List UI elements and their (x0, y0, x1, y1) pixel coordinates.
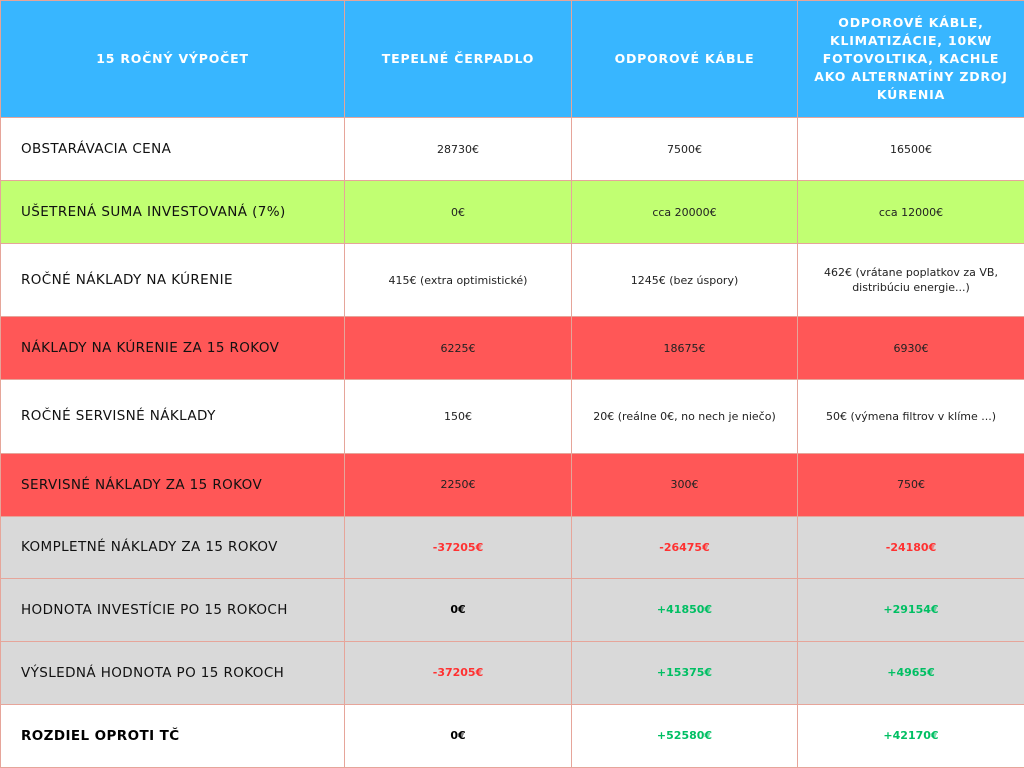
cell-resistive-cables: +15375€ (572, 641, 798, 704)
row-label: ROČNÉ NÁKLADY NA KÚRENIE (1, 244, 345, 317)
cell-heat-pump: -37205€ (345, 641, 572, 704)
table-row (1, 118, 1024, 181)
row-label: NÁKLADY NA KÚRENIE ZA 15 ROKOV (1, 317, 345, 380)
table-row (1, 244, 1024, 317)
row-label: ROČNÉ SERVISNÉ NÁKLADY (1, 380, 345, 453)
header-row (1, 1, 1024, 118)
header-heat-pump: TEPELNÉ ČERPADLO (345, 1, 572, 118)
table-row (1, 317, 1024, 380)
cell-combined-option: +4965€ (798, 641, 1024, 704)
cell-resistive-cables: 300€ (572, 453, 798, 516)
cell-combined-option: 750€ (798, 453, 1024, 516)
row-label: SERVISNÉ NÁKLADY ZA 15 ROKOV (1, 453, 345, 516)
header-resistive-cables: ODPOROVÉ KÁBLE (572, 1, 798, 118)
row-label: HODNOTA INVESTÍCIE PO 15 ROKOCH (1, 578, 345, 641)
table-row (1, 578, 1024, 641)
table-row (1, 516, 1024, 578)
cell-combined-option: 50€ (výmena filtrov v klíme ...) (798, 380, 1024, 453)
cell-resistive-cables: +41850€ (572, 578, 798, 641)
cell-heat-pump: 2250€ (345, 453, 572, 516)
header-calc: 15 ROČNÝ VÝPOČET (1, 1, 345, 118)
cell-combined-option: 16500€ (798, 118, 1024, 181)
cell-resistive-cables: 20€ (reálne 0€, no nech je niečo) (572, 380, 798, 453)
cell-combined-option: +29154€ (798, 578, 1024, 641)
cell-heat-pump: 0€ (345, 704, 572, 767)
header-combined-option: ODPOROVÉ KÁBLE, KLIMATIZÁCIE, 10KW FOTOVOLTIKA, KACHLE AKO ALTERNATÍNY ZDROJ KÚRENIA (798, 1, 1024, 118)
cell-resistive-cables: 18675€ (572, 317, 798, 380)
cell-heat-pump: 150€ (345, 380, 572, 453)
cell-combined-option: -24180€ (798, 516, 1024, 578)
cell-heat-pump: 28730€ (345, 118, 572, 181)
cell-combined-option: +42170€ (798, 704, 1024, 767)
cell-heat-pump: -37205€ (345, 516, 572, 578)
table-row (1, 453, 1024, 516)
table-row (1, 704, 1024, 767)
table-row (1, 181, 1024, 244)
cell-combined-option: 462€ (vrátane poplatkov za VB, distribúciu energie...) (798, 244, 1024, 317)
row-label: KOMPLETNÉ NÁKLADY ZA 15 ROKOV (1, 516, 345, 578)
cell-heat-pump: 6225€ (345, 317, 572, 380)
cell-combined-option: 6930€ (798, 317, 1024, 380)
cell-heat-pump: 0€ (345, 181, 572, 244)
cell-resistive-cables: +52580€ (572, 704, 798, 767)
table-row (1, 641, 1024, 704)
row-label: OBSTARÁVACIA CENA (1, 118, 345, 181)
cell-resistive-cables: 1245€ (bez úspory) (572, 244, 798, 317)
cell-heat-pump: 0€ (345, 578, 572, 641)
cell-heat-pump: 415€ (extra optimistické) (345, 244, 572, 317)
cell-resistive-cables: -26475€ (572, 516, 798, 578)
table-row (1, 380, 1024, 453)
row-label: ROZDIEL OPROTI TČ (1, 704, 345, 767)
row-label: VÝSLEDNÁ HODNOTA PO 15 ROKOCH (1, 641, 345, 704)
row-label: UŠETRENÁ SUMA INVESTOVANÁ (7%) (1, 181, 345, 244)
cell-resistive-cables: cca 20000€ (572, 181, 798, 244)
cell-resistive-cables: 7500€ (572, 118, 798, 181)
cell-combined-option: cca 12000€ (798, 181, 1024, 244)
